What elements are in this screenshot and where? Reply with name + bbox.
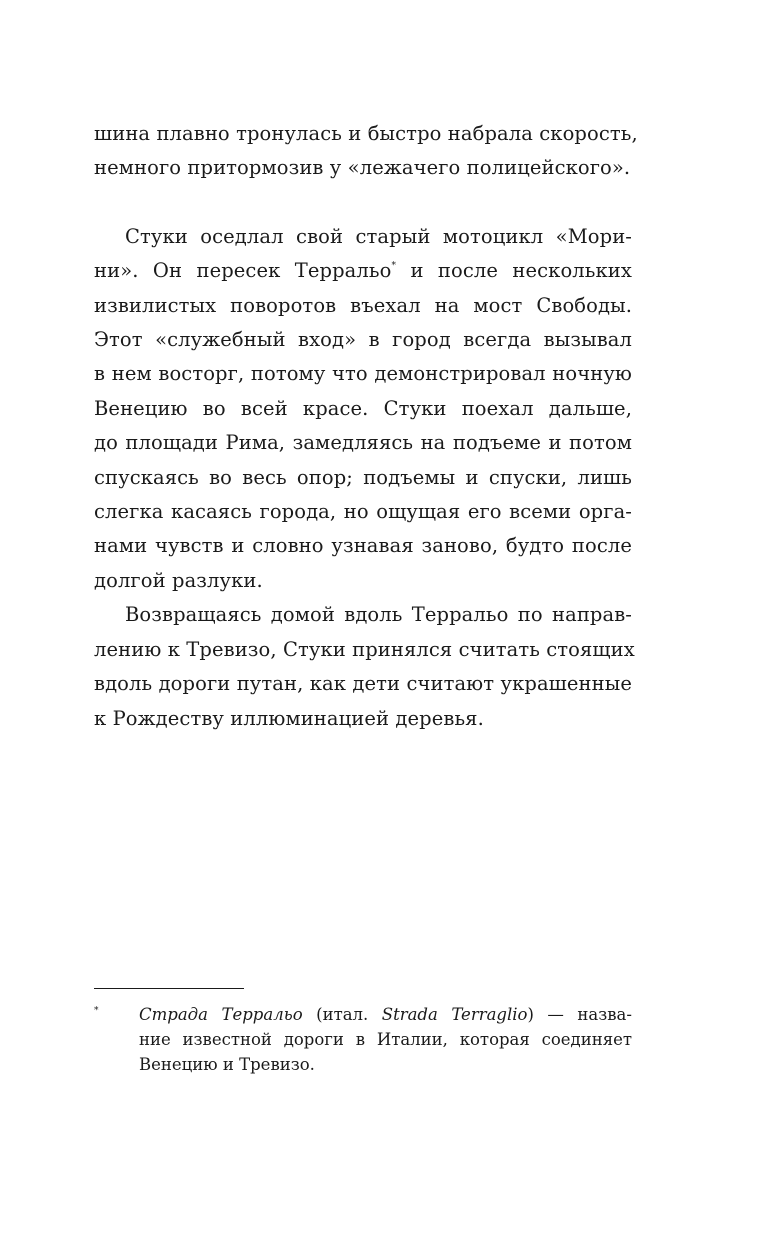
text-line: Венецию во всей красе. Стуки поехал дальше, [94,396,632,420]
footnote-reference: * [391,261,397,272]
text-line: в нем восторг, потому что демонстрировал ночную [94,362,632,386]
text-line [94,254,632,288]
text-line: извилистых поворотов въехал на мост Свободы. [94,293,632,317]
footnote-latin-term: Strada Terraglio [381,1005,528,1024]
text-line: лению к Тревизо, Стуки принялся считать стоящих [94,637,635,661]
text-line: нами чувств и словно узнавая заново, будто после [94,534,632,558]
text-line: вдоль дороги путан, как дети считают украшенные [94,672,632,696]
text-line: Возвращаясь домой вдоль Терральо по направ- [125,603,632,627]
footnote-term: Страда Терральо [139,1005,303,1024]
text-line: слегка касаясь города, но ощущая его всеми орга- [94,500,632,524]
footnote-line [139,1002,632,1027]
text-line: немного притормозив у «лежачего полицейского». [94,156,631,180]
main-text [94,117,638,736]
footnote-divider [94,988,244,989]
paragraph-3 [94,598,635,736]
text-line: до площади Рима, замедляясь на подъеме и потом [94,431,632,455]
text-fragment: ни». Он пересек Терральо [94,259,392,283]
footnote-mark: * [94,1006,99,1016]
footnote-fragment: ) — назва- [527,1005,632,1024]
paragraph-2 [94,220,632,598]
text-line: шина плавно тронулась и быстро набрала скорость, [94,122,638,145]
footnote-line: Венецию и Тревизо. [139,1055,315,1074]
footnote-line: ние известной дороги в Италии, которая соединяет [139,1030,632,1049]
footnote-text [139,1002,632,1077]
text-line: спускаясь во весь опор; подъемы и спуски, лишь [94,465,632,489]
text-line: Стуки оседлал свой старый мотоцикл «Мори- [125,224,632,248]
text-line: долгой разлуки. [94,568,263,592]
footnote-fragment: (итал. [302,1005,382,1024]
text-fragment: и после нескольких [410,259,632,283]
text-line: Этот «служебный вход» в город всегда вызывал [94,328,632,352]
text-line: к Рождеству иллюминацией деревья. [94,706,484,730]
footnote [94,1002,632,1077]
paragraph-1 [94,117,638,186]
